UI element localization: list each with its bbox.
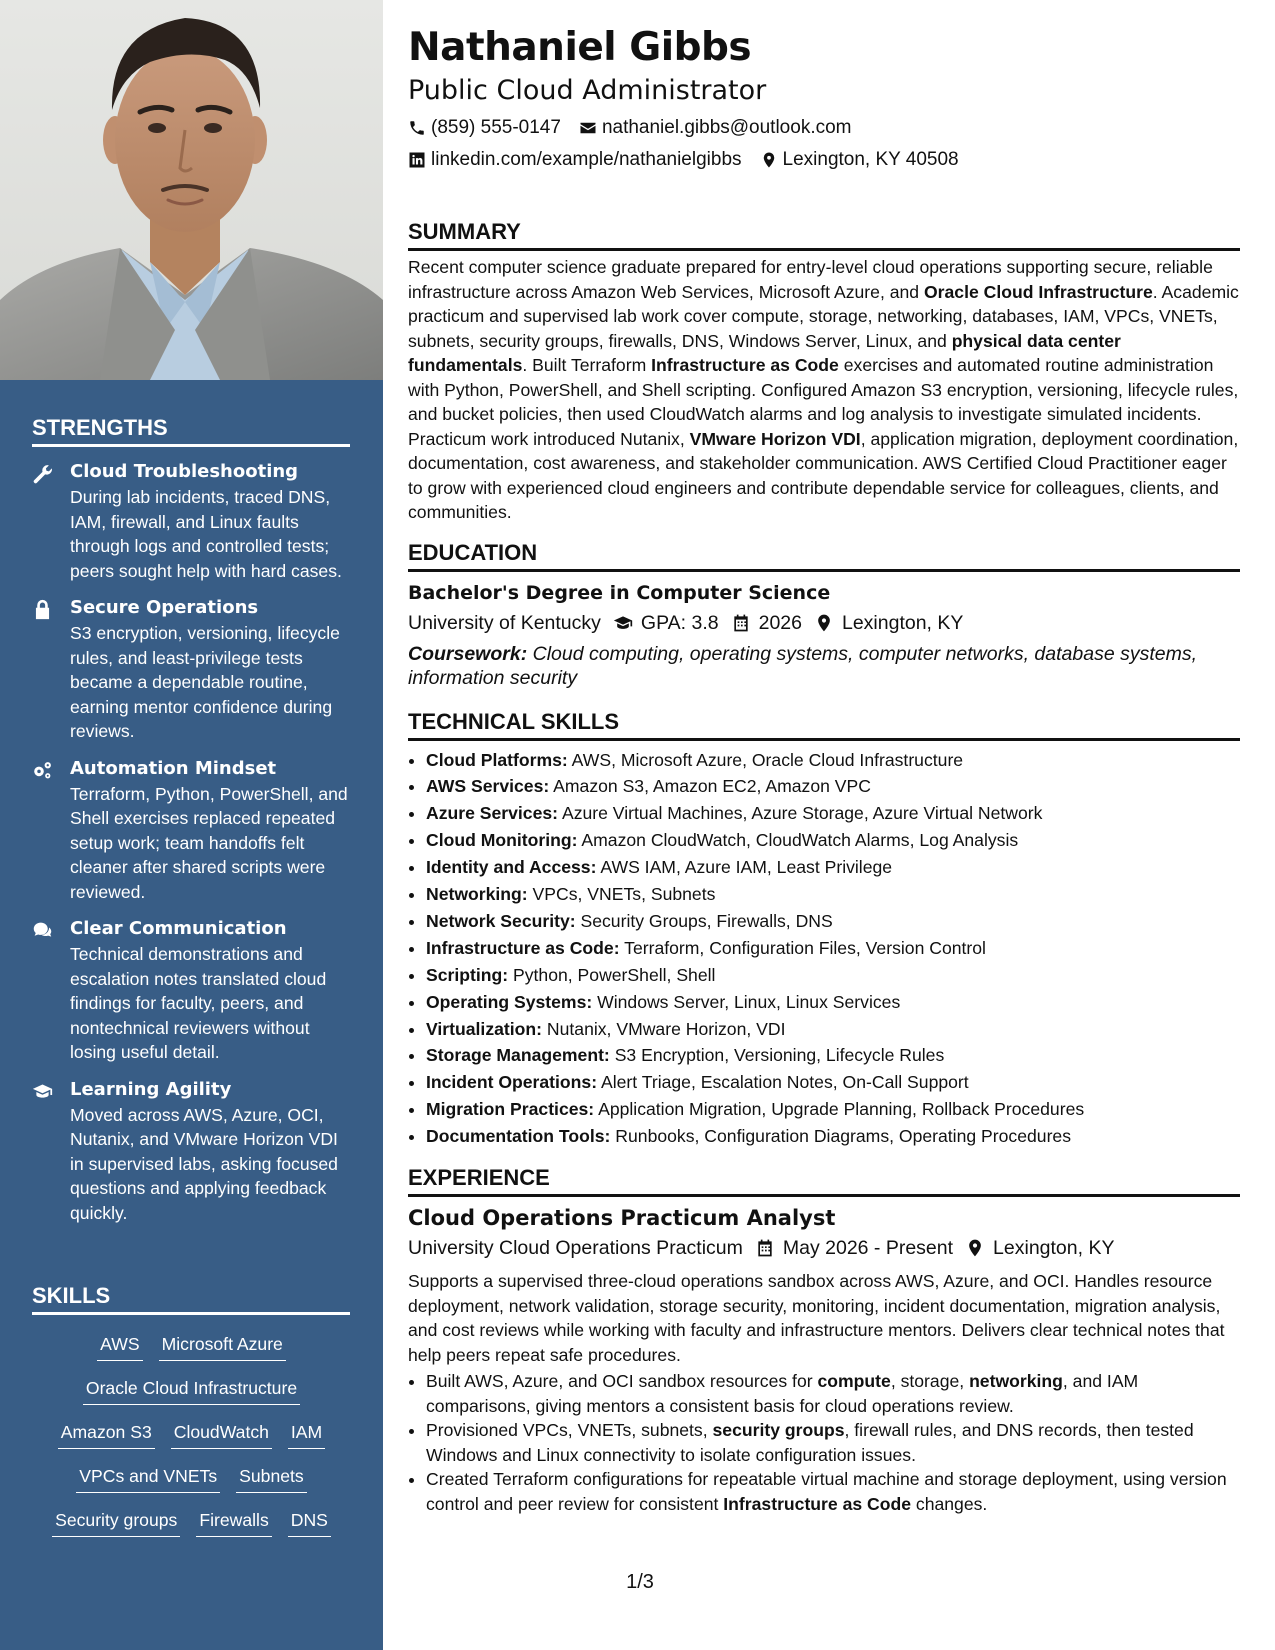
technical-skill-item [426, 908, 1240, 935]
skill-row [0, 1463, 383, 1493]
technical-skill-item [426, 747, 1240, 774]
text-run: Built AWS, Azure, and OCI sandbox resources for [426, 1371, 818, 1392]
graduation-cap-icon [32, 1077, 70, 1226]
bold-phrase: VMware Horizon VDI [689, 428, 861, 449]
skill-row [0, 1331, 383, 1361]
bold-phrase: compute [817, 1371, 891, 1392]
skill-row [0, 1419, 383, 1449]
skill-category: AWS Services: [426, 776, 550, 797]
phone-icon [408, 119, 426, 137]
strength-description: S3 encryption, versioning, lifecycle rules, and least-privilege tests became a dependable routine, earning mentor confidence during reviews. [70, 623, 340, 741]
gears-icon [32, 756, 70, 905]
skill-values: Alert Triage, Escalation Notes, On-Call Support [601, 1072, 969, 1093]
portrait-illustration [0, 0, 383, 380]
text-run: Provisioned VPCs, VNETs, subnets, [426, 1420, 713, 1441]
experience-title: EXPERIENCE [408, 1164, 1240, 1197]
technical-skill-item [426, 773, 1240, 800]
skills-title: SKILLS [32, 1282, 350, 1315]
summary-text [408, 255, 1240, 525]
job-location: Lexington, KY [993, 1237, 1115, 1260]
technical-skills-list [408, 747, 1240, 1151]
skill-tag: DNS [288, 1507, 331, 1537]
phone-number: (859) 555-0147 [431, 117, 561, 138]
technical-skill-item [426, 800, 1240, 827]
technical-skill-item [426, 935, 1240, 962]
bold-phrase: security groups [712, 1420, 845, 1441]
skill-tag: CloudWatch [171, 1419, 272, 1449]
summary-section [408, 218, 1240, 525]
technical-skill-item [426, 1016, 1240, 1043]
technical-skill-item [426, 989, 1240, 1016]
technical-skill-item [426, 854, 1240, 881]
calendar-icon [731, 613, 751, 633]
wrench-icon [32, 459, 70, 583]
skill-category: Networking: [426, 884, 528, 905]
organization-name: University Cloud Operations Practicum [408, 1237, 743, 1260]
strength-title: Secure Operations [70, 597, 259, 618]
text-run: , application migration, deployment coordination, documentation, cost awareness, and stakeholder communication. AWS Certified Cloud Practitioner eager to grow with experienced cloud engineers and contribute dependable service for colleagues, clients, and communities. [408, 428, 1239, 522]
skill-category: Incident Operations: [426, 1072, 598, 1093]
job-location-item [965, 1233, 1114, 1263]
text-run: . Academic practicum and supervised lab work cover compute, storage, networking, databases, IAM, VPCs, VNETs, subnets, security groups, firewalls, DNS, Windows Server, Linux, and [408, 281, 1239, 351]
gpa-item [613, 608, 719, 638]
strength-item [32, 595, 352, 744]
map-marker-icon [965, 1238, 985, 1258]
job-bullet [426, 1418, 1240, 1467]
strength-title: Learning Agility [70, 1078, 232, 1100]
skill-row [0, 1507, 383, 1537]
skill-values: Application Migration, Upgrade Planning, Rollback Procedures [598, 1099, 1085, 1120]
location-text: Lexington, KY 40508 [782, 149, 959, 170]
job-dates: May 2026 - Present [782, 1237, 954, 1260]
dates-item [755, 1233, 953, 1263]
job-bullet [426, 1369, 1240, 1418]
technical-skill-item [426, 1096, 1240, 1123]
page-number: 1/3 [626, 1571, 654, 1593]
skill-values: AWS IAM, Azure IAM, Least Privilege [600, 857, 893, 878]
skill-tag: VPCs and VNETs [76, 1463, 220, 1493]
map-marker-icon [814, 613, 834, 633]
skill-category: Operating Systems: [426, 991, 593, 1012]
skill-values: Amazon CloudWatch, CloudWatch Alarms, Log Analysis [581, 830, 1019, 851]
education-meta [408, 608, 1240, 638]
summary-title: SUMMARY [408, 218, 1240, 251]
email-contact[interactable] [579, 112, 852, 144]
bold-phrase: Infrastructure as Code [723, 1493, 912, 1514]
skill-tag: IAM [288, 1419, 325, 1449]
skill-tag: Subnets [236, 1463, 307, 1493]
lock-icon [32, 595, 70, 744]
skill-category: Cloud Platforms: [426, 749, 568, 770]
skill-values: Azure Virtual Machines, Azure Storage, Azure Virtual Network [561, 803, 1043, 824]
skill-values: S3 Encryption, Versioning, Lifecycle Rules [614, 1045, 945, 1066]
coursework-list: Cloud computing, operating systems, computer networks, database systems, information security [408, 642, 1198, 689]
contact-line [408, 112, 1240, 144]
location-contact [760, 144, 959, 176]
strength-description: During lab incidents, traced DNS, IAM, firewall, and Linux faults through logs and controlled tests; peers sought help with hard cases. [70, 487, 342, 581]
skill-values: Python, PowerShell, Shell [513, 964, 716, 985]
skill-tag: Firewalls [196, 1507, 271, 1537]
gpa-value: GPA: 3.8 [640, 611, 719, 634]
linkedin-contact[interactable] [408, 144, 742, 176]
coursework-label: Coursework: [408, 642, 528, 665]
skill-category: Documentation Tools: [426, 1126, 611, 1147]
graduation-cap-icon [613, 613, 633, 633]
skill-values: Security Groups, Firewalls, DNS [580, 910, 833, 931]
job-bullet [426, 1467, 1240, 1516]
technical-skill-item [426, 962, 1240, 989]
bold-phrase: networking [969, 1371, 1063, 1392]
technical-skill-item [426, 1123, 1240, 1150]
bold-phrase: physical data center fundamentals [408, 330, 1121, 375]
strength-title: Clear Communication [70, 918, 287, 939]
skill-category: Identity and Access: [426, 857, 597, 878]
text-run: changes. [911, 1493, 988, 1514]
calendar-icon [755, 1238, 775, 1258]
job-title: Cloud Operations Practicum Analyst [408, 1206, 836, 1231]
skills-section [0, 1282, 383, 1537]
strength-description: Terraform, Python, PowerShell, and Shell exercises replaced repeated setup work; team handoffs felt cleaner after shared scripts were reviewed. [70, 783, 348, 902]
bold-phrase: Infrastructure as Code [651, 355, 839, 375]
text-run: , storage, [890, 1371, 970, 1392]
comments-icon [32, 916, 70, 1065]
map-marker-icon [760, 151, 778, 169]
technical-skill-item [426, 1042, 1240, 1069]
skill-category: Network Security: [426, 910, 576, 931]
skill-category: Azure Services: [426, 803, 559, 824]
linkedin-url[interactable]: linkedin.com/example/nathanielgibbs [431, 149, 742, 170]
strength-description: Moved across AWS, Azure, OCI, Nutanix, and VMware Horizon VDI in supervised labs, asking focused questions and applying feedback quickly. [70, 1104, 338, 1223]
technical-skill-item [426, 1069, 1240, 1096]
linkedin-icon [408, 151, 426, 169]
skill-category: Infrastructure as Code: [426, 937, 620, 958]
strengths-section [0, 414, 383, 1225]
graduation-year: 2026 [758, 611, 802, 634]
bold-phrase: Oracle Cloud Infrastructure [923, 281, 1153, 302]
strengths-title: STRENGTHS [32, 414, 350, 447]
text-run: . Built Terraform [522, 355, 652, 375]
strength-description: Technical demonstrations and escalation notes translated cloud findings for faculty, peers, and nontechnical reviewers without losing useful detail. [70, 944, 327, 1062]
skill-values: Amazon S3, Amazon EC2, Amazon VPC [553, 776, 871, 797]
envelope-icon [579, 119, 597, 137]
candidate-role: Public Cloud Administrator [408, 75, 767, 106]
experience-section [408, 1164, 1240, 1516]
education-title: EDUCATION [408, 539, 1240, 572]
strength-item [32, 1077, 352, 1226]
job-meta [408, 1233, 1240, 1263]
skill-category: Scripting: [426, 964, 509, 985]
text-run: exercises and automated routine administration with Python, PowerShell, and Shell scripting. Configured Amazon S3 encryption, versioning, lifecycle rules, and bucket policies, then used CloudWatch alarms and log analysis to investigate simulated incidents. Practicum work introduced Nutanix, [408, 355, 1239, 449]
edu-location-item [814, 608, 963, 638]
strength-title: Automation Mindset [70, 757, 277, 779]
skill-tag: Microsoft Azure [159, 1331, 286, 1361]
skill-category: Migration Practices: [426, 1099, 595, 1120]
skill-values: Terraform, Configuration Files, Version Control [624, 937, 986, 958]
strength-item [32, 756, 352, 905]
coursework [408, 642, 1240, 690]
profile-photo [0, 0, 383, 380]
skill-values: Nutanix, VMware Horizon, VDI [546, 1018, 786, 1039]
technical-skill-item [426, 881, 1240, 908]
technical-skill-item [426, 827, 1240, 854]
skill-values: VPCs, VNETs, Subnets [532, 884, 716, 905]
phone-contact [408, 112, 561, 144]
strength-item [32, 459, 352, 583]
email-address[interactable]: nathaniel.gibbs@outlook.com [601, 117, 852, 138]
skill-values: AWS, Microsoft Azure, Oracle Cloud Infrastructure [571, 749, 964, 770]
degree-title: Bachelor's Degree in Computer Science [408, 581, 831, 604]
text-run: , and IAM comparisons, giving mentors a consistent basis for cloud operations review. [426, 1371, 1139, 1416]
skill-values: Windows Server, Linux, Linux Services [597, 991, 901, 1012]
school-name: University of Kentucky [408, 611, 601, 634]
skill-category: Cloud Monitoring: [426, 830, 578, 851]
education-section [408, 539, 1240, 690]
contact-line [408, 144, 1240, 176]
skill-category: Storage Management: [426, 1045, 610, 1066]
strength-item [32, 916, 352, 1065]
job-bullets [408, 1369, 1240, 1516]
skill-values: Runbooks, Configuration Diagrams, Operating Procedures [615, 1126, 1072, 1147]
text-run: , firewall rules, and DNS records, then tested Windows and Linux connectivity to isolate configuration issues. [426, 1420, 1194, 1465]
text-run: Created Terraform configurations for repeatable virtual machine and storage deployment, using version control and peer review for consistent [426, 1469, 1227, 1514]
job-description: Supports a supervised three-cloud operations sandbox across AWS, Azure, and OCI. Handles resource deployment, network validation, storage security, monitoring, incident documentation, migration analysis, and cost reviews while working with faculty and infrastructure mentors. Delivers clear technical notes that help peers repeat safe procedures. [408, 1271, 1225, 1365]
school-location: Lexington, KY [841, 611, 964, 634]
sidebar [0, 0, 383, 1650]
skill-tag: AWS [97, 1331, 142, 1361]
skill-tag: Oracle Cloud Infrastructure [83, 1375, 300, 1405]
technical-skills-section [408, 708, 1240, 1151]
main-column [408, 22, 1240, 1516]
skill-tag: Amazon S3 [58, 1419, 155, 1449]
year-item [731, 608, 802, 638]
candidate-name: Nathaniel Gibbs [408, 25, 752, 70]
text-run: Recent computer science graduate prepared for entry-level cloud operations supporting secure, reliable infrastructure across Amazon Web Services, Microsoft Azure, and [408, 257, 1213, 302]
skill-tag: Security groups [52, 1507, 180, 1537]
skill-category: Virtualization: [426, 1018, 543, 1039]
strength-title: Cloud Troubleshooting [70, 461, 299, 482]
skill-row [0, 1375, 383, 1405]
technical-skills-title: TECHNICAL SKILLS [408, 708, 1240, 741]
